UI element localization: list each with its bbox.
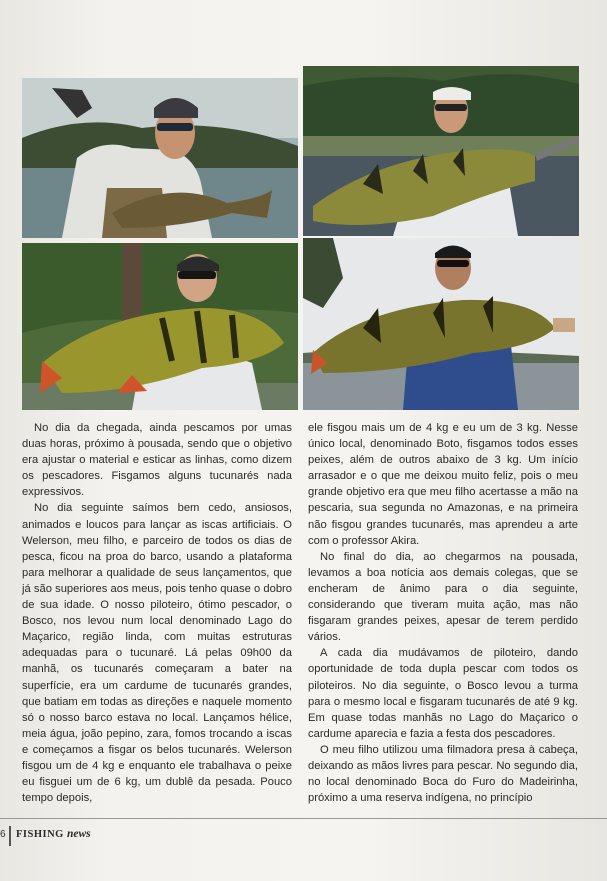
photo-angler-with-peacock-bass-3-icon (22, 243, 298, 410)
photo-angler-with-peacock-bass-2-icon (303, 66, 579, 236)
photo-angler-2 (303, 66, 579, 236)
article-paragraph: No dia seguinte saímos bem cedo, ansiosos, animados e loucos para lançar as iscas artificiais. O Welerson, meu filho, e parceiro de todos os dias de pesca, ficou na proa do barco, usando a plataforma para melhorar a qualidade de seus lançamentos, que já são superiores aos meus, pois tenho quase o dobro de sua idade. O nosso piloteiro, ótimo pescador, o Bosco, nos levou num local denominado Lago do Maçarico, região linda, com muitas estruturas adequadas para o tucunaré. Lá pelas 09h00 da manhã, os tucunarés começaram a bater na superfície, era um cardume de tucunarés grandes, que batiam em todas as direções e naquele momento só o nosso barco estava no local. Lançamos hélice, meia água, joão pepino, zara, fomos trocando a iscas e começamos a fisgar os belos tucunarés. Welerson fisgou um de 4 kg e enquanto ele trabalhava o peixe eu fisguei um de 6 kg, um dublê da pesada. Pouco tempo depois, (22, 502, 292, 805)
page-number: 6 (0, 829, 6, 840)
footer-divider (0, 818, 607, 819)
magazine-name-suffix: news (66, 828, 91, 840)
photo-angler-with-peacock-bass-1-icon (22, 78, 298, 238)
article-paragraph: A cada dia mudávamos de piloteiro, dando oportunidade de toda dupla pescar com todos os piloteiros. No dia seguinte, o Bosco levou a turma para o mesmo local e fisgaram tucunarés de até 9 kg. Em quase todas manhãs no Lago do Maçarico o cardume aparecia e fazia a festa dos pescadores. (308, 647, 578, 740)
photo-angler-1 (22, 78, 298, 238)
article-paragraph: No dia da chegada, ainda pescamos por umas duas horas, próximo à pousada, sendo que o objetivo era ajustar o material e esticar as linhas, como dizem os pescadores. Fisgamos alguns tucunarés nada expressivos. (22, 422, 292, 499)
magazine-name: FISHING (16, 829, 64, 840)
article-paragraph: ele fisgou mais um de 4 kg e eu um de 3 kg. Nesse único local, denominado Boto, fisgamos todos esses peixes, além de outros abaixo de 3 kg. Um início arrasador e o que me deixou muito feliz, pois o meu grande objetivo era que meu filho acertasse a mão na pescaria, sua segunda no Amazonas, e na primeira não fisgou grandes tucunarés, mas aprendeu a arte com o professor Akira. (308, 422, 578, 547)
photo-angler-with-peacock-bass-4-icon (303, 238, 579, 410)
photo-angler-3 (22, 243, 298, 410)
article-paragraph: No final do dia, ao chegarmos na pousada, levamos a boa notícia aos demais colegas, que se encheram de ânimo para o dia seguinte, considerando que tiveram muita ação, mas não fisgaram grandes peixes, apesar de terem perdido vários. (308, 550, 578, 644)
article-paragraph: O meu filho utilizou uma filmadora presa à cabeça, deixando as mãos livres para pescar. No segundo dia, no local denominado Boca do Furo do Madeirinha, próximo a uma reserva indígena, no princípio (308, 743, 578, 805)
article-column-left (22, 420, 292, 806)
article-column-right (308, 420, 578, 806)
footer-separator (9, 826, 11, 846)
magazine-masthead (16, 828, 91, 840)
photo-angler-4 (303, 238, 579, 410)
